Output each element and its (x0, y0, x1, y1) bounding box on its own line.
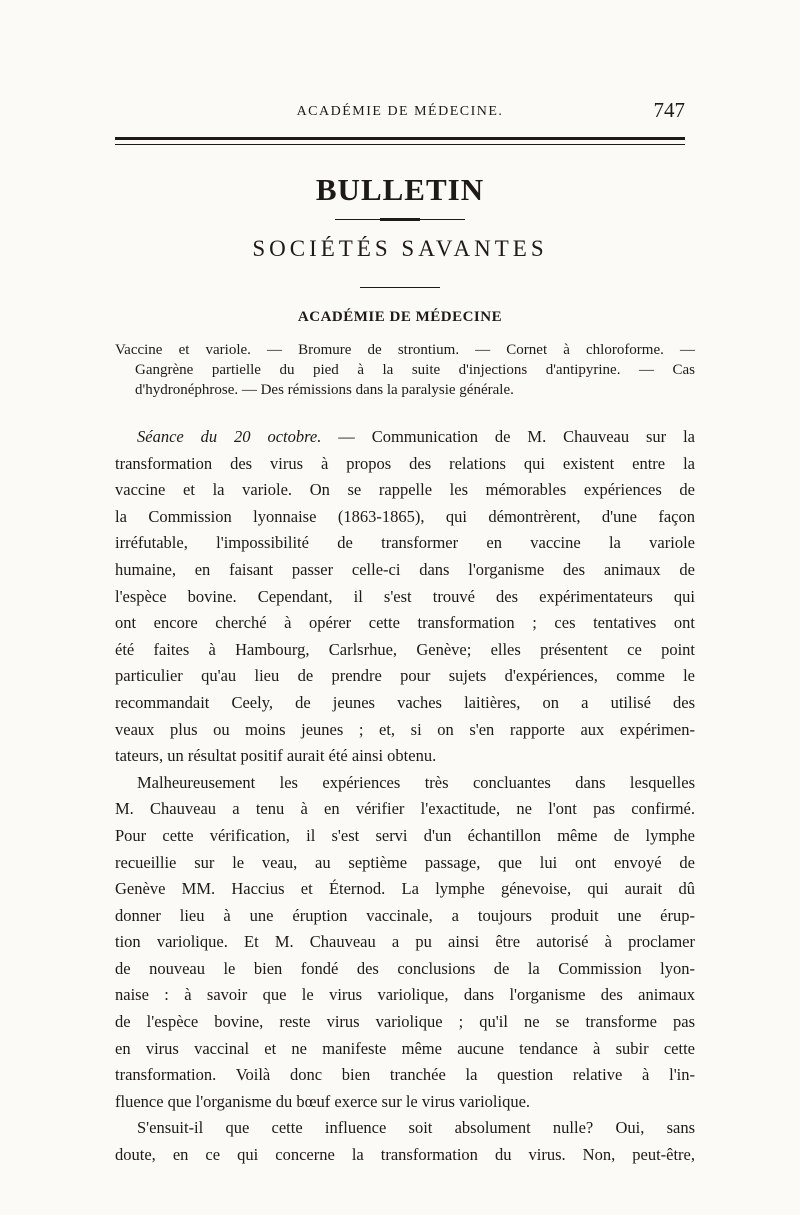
page-number: 747 (653, 98, 685, 122)
summary-line: Gangrène partielle du pied à la suite d'injections d'antipyrine. — Cas (135, 362, 695, 378)
body-text: — Communication de M. Chauveau sur la (321, 427, 695, 446)
body-line: humaine, en faisant passer celle-ci dans l'organisme des animaux de (115, 559, 695, 579)
section-rule (360, 287, 440, 288)
body-line: transformation des virus à propos des relations qui existent entre la (115, 453, 695, 473)
body-line: en virus vaccinal et ne manifeste même aucune tendance à subir cette (115, 1038, 695, 1058)
body-line: recueillie sur le veau, au septième passage, que lui ont envoyé de (115, 852, 695, 872)
body-line: de nouveau le bien fondé des conclusions de la Commission lyon- (115, 958, 695, 978)
body-line: l'espèce bovine. Cependant, il s'est trouvé des expérimentateurs qui (115, 586, 695, 606)
ornament-rule (335, 218, 465, 221)
body-line: fluence que l'organisme du bœuf exerce sur le virus variolique. (115, 1091, 531, 1111)
summary-line: Vaccine et variole. — Bromure de strontium. — Cornet à chloroforme. — (115, 342, 695, 358)
running-title: ACADÉMIE DE MÉDECINE. (296, 104, 504, 119)
bulletin-title: BULLETIN (315, 172, 485, 207)
body-line: la Commission lyonnaise (1863-1865), qui démontrèrent, d'une façon (115, 506, 695, 526)
header-rule-thick (115, 137, 685, 140)
body-line: vaccine et la variole. On se rappelle les mémorables expériences de (115, 480, 695, 500)
body-line: de l'espèce bovine, reste virus variolique ; qu'il ne se transforme pas (115, 1012, 695, 1032)
body-line: tateurs, un résultat positif aurait été ainsi obtenu. (115, 746, 437, 766)
summary (115, 340, 695, 400)
article-body (115, 424, 695, 1169)
body-line: donner lieu à une éruption vaccinale, a toujours produit une érup- (115, 905, 695, 925)
body-line: été faites à Hambourg, Carlsrhue, Genève; elles présentent ce point (115, 639, 695, 659)
body-line: tion variolique. Et M. Chauveau a pu ainsi être autorisé à proclamer (115, 932, 695, 952)
body-line: Pour cette vérification, il s'est servi d'un échantillon même de lymphe (115, 825, 695, 845)
body-line: veaux plus ou moins jeunes ; et, si on s'en rapporte aux expérimen- (115, 719, 695, 739)
summary-line: d'hydronéphrose. — Des rémissions dans la paralysie générale. (135, 382, 514, 398)
running-head (115, 98, 685, 124)
body-line: transformation. Voilà donc bien tranchée la question relative à l'in- (115, 1065, 695, 1085)
body-line: recommandait Ceely, de jeunes vaches laitières, on a utilisé des (115, 692, 695, 712)
body-line: Genève MM. Haccius et Éternod. La lymphe génevoise, qui aurait dû (115, 879, 695, 899)
subsection-title: ACADÉMIE DE MÉDECINE (297, 309, 503, 325)
body-line: M. Chauveau a tenu à en vérifier l'exactitude, ne l'ont pas confirmé. (115, 799, 695, 819)
seance-label: Séance du 20 octobre. (137, 427, 322, 446)
body-line: Malheureusement les expériences très concluantes dans lesquelles (137, 772, 695, 792)
body-line: particulier qu'au lieu de prendre pour sujets d'expériences, comme le (115, 666, 695, 686)
body-line: ont encore cherché à opérer cette transformation ; ces tentatives ont (115, 613, 695, 633)
section-title: SOCIÉTÉS SAVANTES (252, 236, 548, 261)
body-line: S'ensuit-il que cette influence soit absolument nulle? Oui, sans (137, 1118, 695, 1138)
body-line: doute, en ce qui concerne la transformation du virus. Non, peut-être, (115, 1145, 695, 1165)
body-line: irréfutable, l'impossibilité de transformer en vaccine la variole (115, 533, 695, 553)
body-line-first (115, 424, 695, 451)
body-line: naise : à savoir que le virus variolique, dans l'organisme des animaux (115, 985, 695, 1005)
header-rule-thin (115, 144, 685, 145)
